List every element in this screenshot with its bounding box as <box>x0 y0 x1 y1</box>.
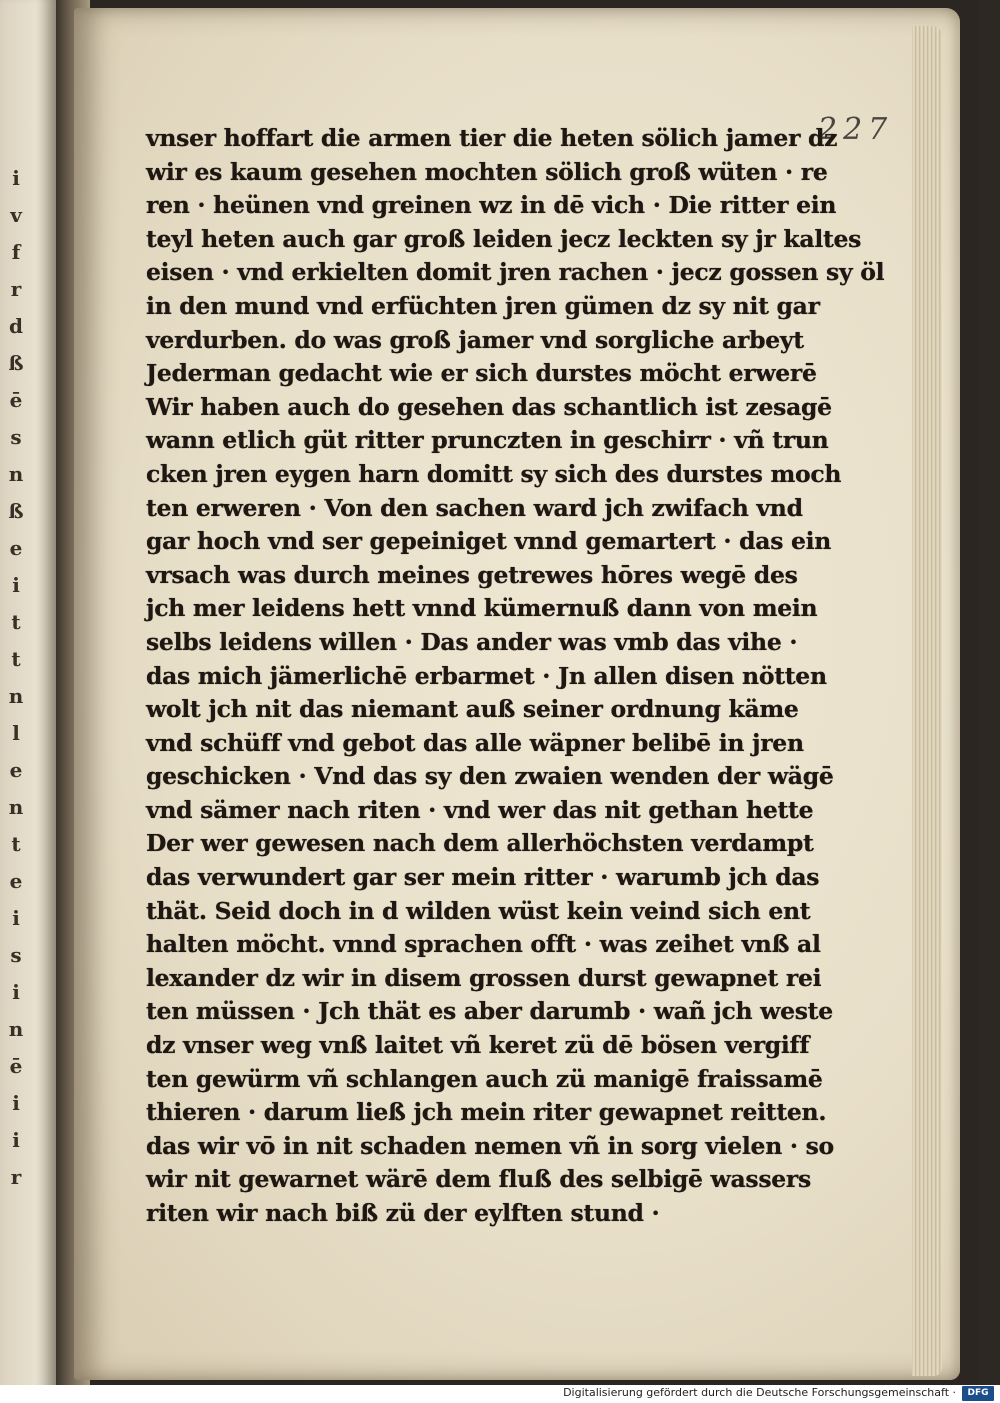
verso-glyph: d <box>9 314 23 338</box>
verso-glyph: f <box>11 240 21 264</box>
text-line: Jederman gedacht wie er sich durstes möcht erwerē <box>146 359 817 388</box>
verso-glyph: r <box>10 1165 22 1189</box>
verso-glyph: ē <box>9 388 23 412</box>
verso-glyph: s <box>10 943 22 967</box>
text-line: verdurben. do was groß jamer vnd sorgliche arbeyt <box>146 325 804 354</box>
text-line: wann etlich güt ritter prunczten in geschirr · vñ trun <box>146 426 829 455</box>
verso-glyph: n <box>8 684 24 708</box>
funding-credit: Digitalisierung gefördert durch die Deutsche Forschungsgemeinschaft · <box>563 1386 956 1399</box>
text-line: vnd schüff vnd gebot das alle wäpner belibē in jren <box>146 728 804 757</box>
digitization-footer <box>0 1385 1000 1403</box>
text-line: Der wer gewesen nach dem allerhöchsten verdampt <box>146 829 814 858</box>
text-line: geschicken · Vnd das sy den zwaien wenden der wägē <box>146 762 834 791</box>
verso-glyph: r <box>10 277 22 301</box>
text-line: Wir haben auch do gesehen das schantlich ist zesagē <box>146 392 832 421</box>
verso-glyph: i <box>12 980 20 1004</box>
verso-glyph: t <box>11 610 21 634</box>
verso-glyph: ē <box>9 1054 23 1078</box>
text-line: selbs leidens willen · Das ander was vmb das vihe · <box>146 627 798 656</box>
verso-glyph: i <box>12 1091 20 1115</box>
text-line: ten erweren · Von den sachen ward jch zwifach vnd <box>146 493 803 522</box>
page-stack-edge <box>912 26 942 1376</box>
verso-glyph: i <box>12 573 20 597</box>
text-line: lexander dz wir in disem grossen durst gewapnet rei <box>146 963 822 992</box>
text-line: wir es kaum gesehen mochten sölich groß wüten · re <box>146 157 828 186</box>
text-line: halten möcht. vnnd sprachen offt · was zeihet vnß al <box>146 930 821 959</box>
verso-glyph: t <box>11 832 21 856</box>
text-line: vnd sämer nach riten · vnd wer das nit gethan hette <box>146 795 814 824</box>
verso-glyph: n <box>8 462 24 486</box>
verso-glyph: t <box>11 647 21 671</box>
verso-glyph: s <box>10 425 22 449</box>
text-line: in den mund vnd erfüchten jren gümen dz sy nit gar <box>146 291 820 320</box>
verso-glyph: ß <box>8 499 24 523</box>
text-line: thieren · darum ließ jch mein riter gewapnet reitten. <box>146 1098 827 1127</box>
dfg-logo: DFG <box>962 1386 994 1401</box>
text-line: vnser hoffart die armen tier die heten sölich jamer dz <box>146 124 838 152</box>
verso-glyph: n <box>8 795 24 819</box>
text-line: vrsach was durch meines getrewes hōres wegē des <box>146 560 798 589</box>
text-line: dz vnser weg vnß laitet vñ keret zü dē bösen vergiff <box>146 1031 810 1060</box>
text-line: wolt jch nit das niemant auß seiner ordnung käme <box>146 695 799 724</box>
text-line: wir nit gewarnet wärē dem fluß des selbigē wassers <box>146 1165 811 1194</box>
text-line: jch mer leidens hett vnnd kümernuß dann von mein <box>146 594 818 623</box>
text-line: gar hoch vnd ser gepeiniget vnnd gemartert · das ein <box>146 527 832 556</box>
text-line: das verwundert gar ser mein ritter · warumb jch das <box>146 863 820 892</box>
text-line: eisen · vnd erkielten domit jren rachen · jecz gossen sy öl <box>146 258 885 287</box>
text-line: das mich jämerlichē erbarmet · Jn allen disen nötten <box>146 661 827 690</box>
verso-glyph: i <box>12 1128 20 1152</box>
text-line: ren · heünen vnd greinen wz in dē vich · Die ritter ein <box>146 191 837 220</box>
text-line: thät. Seid doch in d wilden wüst kein veind sich ent <box>146 896 811 925</box>
text-line: das wir vō in nit schaden nemen vñ in sorg vielen · so <box>146 1131 834 1160</box>
verso-glyph: i <box>12 166 20 190</box>
verso-glyph: ß <box>8 351 24 375</box>
verso-page-edge <box>0 0 60 1385</box>
verso-glyph: e <box>9 869 23 893</box>
folio-number: 227 <box>818 112 894 147</box>
verso-glyph: e <box>9 536 23 560</box>
text-line: riten wir nach biß zü der eylften stund · <box>146 1199 660 1227</box>
verso-glyph: i <box>12 906 20 930</box>
verso-glyph: l <box>12 721 20 745</box>
scan-background <box>978 0 1000 1385</box>
text-line: ten müssen · Jch thät es aber darumb · wañ jch weste <box>146 997 833 1026</box>
text-line: teyl heten auch gar groß leiden jecz leckten sy jr kaltes <box>146 224 862 253</box>
verso-glyph: v <box>10 203 22 227</box>
verso-glyph: e <box>9 758 23 782</box>
text-line: cken jren eygen harn domitt sy sich des durstes moch <box>146 459 842 488</box>
text-line: ten gewürm vñ schlangen auch zü manigē fraissamē <box>146 1064 823 1093</box>
verso-glyph: n <box>8 1017 24 1041</box>
verso-bleed-letters <box>6 160 26 1196</box>
